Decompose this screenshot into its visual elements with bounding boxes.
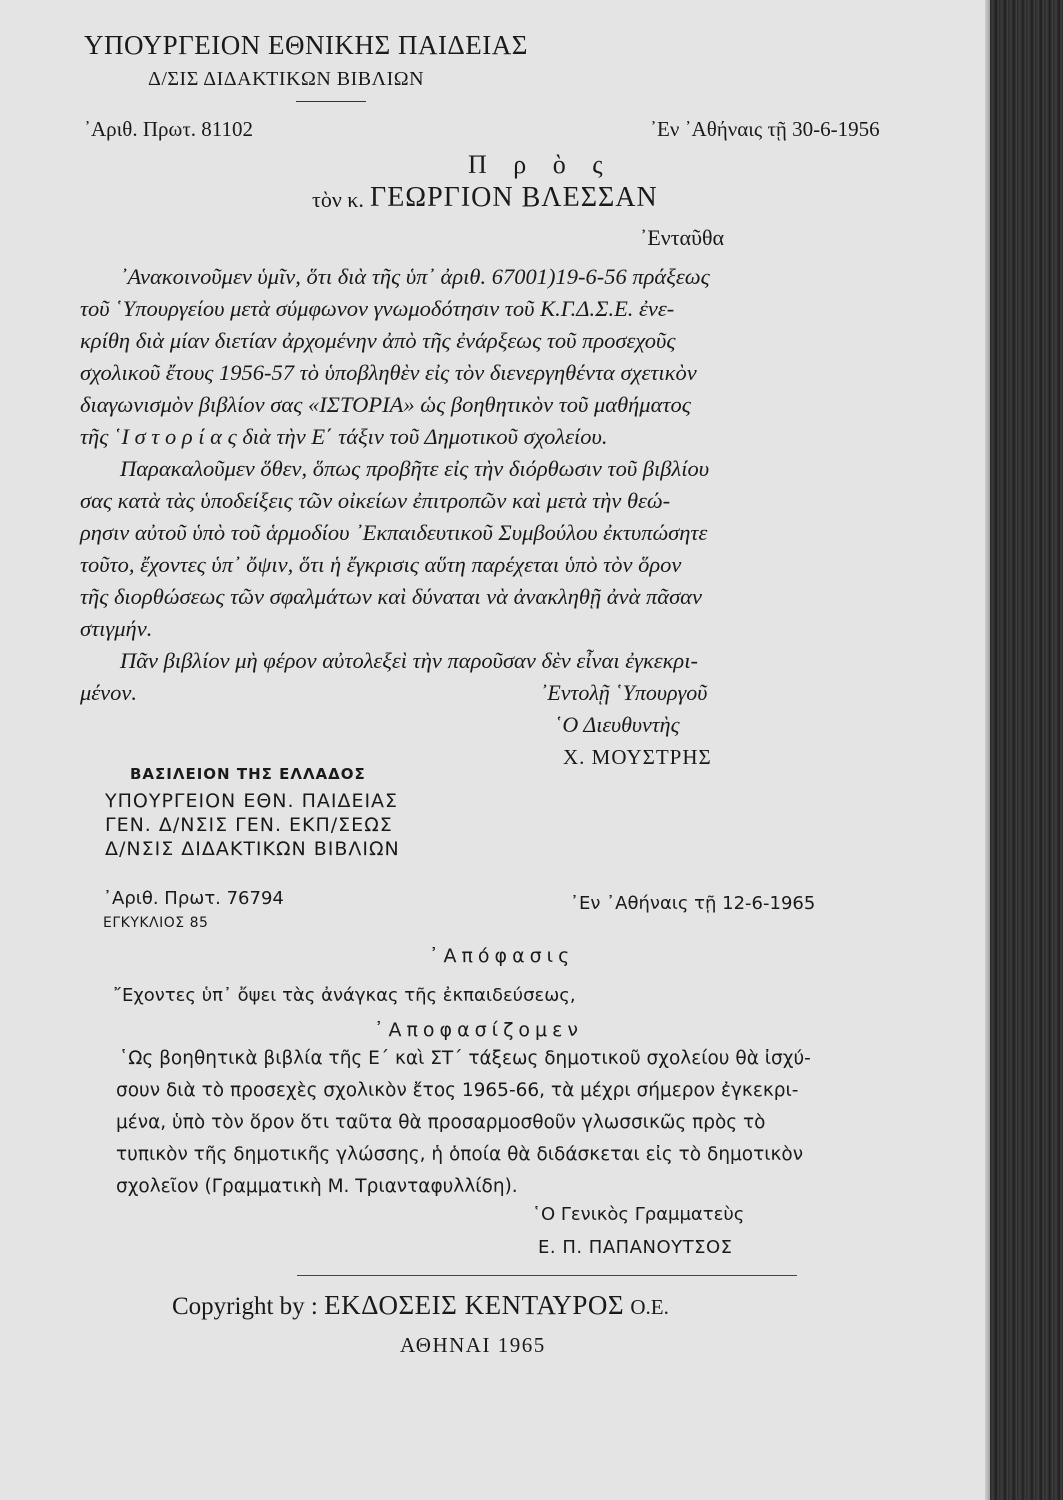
letter2-signature-name: Ε. Π. ΠΑΠΑΝΟΥΤΣΟΣ: [538, 1237, 733, 1258]
letter2-general-directorate-heading: ΓΕΝ. Δ/ΝΣΙΣ ΓΕΝ. ΕΚΠ/ΣΕΩΣ: [105, 814, 393, 836]
copyright-line: [172, 1290, 669, 1321]
letter1-directorate-heading: Δ/ΣΙΣ ΔΙΔΑΚΤΙΚΩΝ ΒΙΒΛΙΩΝ: [148, 68, 425, 90]
letter1-body-line: Πᾶν βιβλίον μὴ φέρον αὐτολεξεὶ τὴν παροῦσαν δὲν εἶναι ἐγκεκρι-: [120, 648, 698, 673]
letter1-body-line: κρίθη διὰ μίαν διετίαν ἀρχομένην ἀπὸ τῆς ἐνάρξεως τοῦ προσεχοῦς: [80, 328, 676, 353]
letter1-body-line: ᾿Ανακοινοῦμεν ὑμῖν, ὅτι διὰ τῆς ὑπ᾿ ἀριθ. 67001)19-6-56 πράξεως: [120, 264, 710, 289]
footer-rule: [297, 1275, 797, 1276]
letter1-body-line: ρησιν αὐτοῦ ὑπὸ τοῦ ἁρμοδίου ᾿Εκπαιδευτικοῦ Συμβούλου ἐκτυπώσητε: [80, 520, 708, 545]
letter1-date: ᾿Εν ᾿Αθήναις τῇ 30-6-1956: [650, 117, 880, 141]
letter2-body-line: σχολεῖον (Γραμματικὴ Μ. Τριανταφυλλίδη).: [116, 1176, 518, 1197]
letter2-considering: ῎Εχοντες ὑπ᾿ ὄψει τὰς ἀνάγκας τῆς ἐκπαιδεύσεως,: [113, 985, 576, 1006]
letter1-body-line: τοῦ ῾Υπουργείου μετὰ σύμφωνον γνωμοδότησιν τοῦ Κ.Γ.Δ.Σ.Ε. ἐνε-: [80, 296, 675, 321]
letter1-pros: Π ρ ὸ ς: [468, 150, 613, 179]
copyright-label: Copyright by :: [172, 1293, 318, 1320]
letter2-body-line: μένα, ὑπὸ τὸν ὅρον ὅτι ταῦτα θὰ προσαρμοσθοῦν γλωσσικῶς πρὸς τὸ: [116, 1112, 766, 1133]
letter1-body-line: τῆς διορθώσεως τῶν σφαλμάτων καὶ δύναται νὰ ἀνακληθῇ ἀνὰ πᾶσαν: [80, 584, 702, 609]
letter2-decision-title: ᾿Απόφασις: [429, 945, 575, 967]
book-spine: [990, 0, 1063, 1500]
letter2-kingdom-heading: ΒΑΣΙΛΕΙΟΝ ΤΗΣ ΕΛΛΑΔΟΣ: [130, 765, 366, 783]
letter1-signature-line1: ᾿Εντολῇ ῾Υπουργοῦ: [540, 680, 708, 705]
city-year: ΑΘΗΝΑΙ 1965: [400, 1333, 546, 1357]
publisher-name: ΕΚΔΟΣΕΙΣ ΚΕΝΤΑΥΡΟΣ: [324, 1290, 625, 1320]
letter1-body-line: τοῦτο, ἔχοντες ὑπ᾿ ὄψιν, ὅτι ἡ ἔγκρισις αὕτη παρέχεται ὑπὸ τὸν ὅρον: [80, 552, 682, 577]
letter1-body-line: στιγμήν.: [80, 616, 153, 641]
letter1-signature-name: Χ. ΜΟΥΣΤΡΗΣ: [563, 745, 712, 769]
letter2-directorate-heading: Δ/ΝΣΙΣ ΔΙΔΑΚΤΙΚΩΝ ΒΙΒΛΙΩΝ: [105, 838, 400, 860]
letter1-header-rule: [296, 101, 366, 102]
letter1-body-line: σχολικοῦ ἔτους 1956-57 τὸ ὑποβληθὲν εἰς τὸν διενεργηθέντα σχετικὸν: [80, 360, 697, 385]
letter2-signature-title: ῾Ο Γενικὸς Γραμματεὺς: [532, 1204, 745, 1225]
letter2-body-line: σουν διὰ τὸ προσεχὲς σχολικὸν ἔτος 1965-66, τὰ μέχρι σήμερον ἐγκεκρι-: [116, 1080, 799, 1101]
letter1-body-line: σας κατὰ τὰς ὑποδείξεις τῶν οἰκείων ἐπιτροπῶν καὶ μετὰ τὴν θεώ-: [80, 488, 671, 513]
letter1-signature-line2: ῾Ο Διευθυντὴς: [555, 712, 680, 737]
letter1-recipient-name: ΓΕΩΡΓΙΟΝ ΒΛΕΣΣΑΝ: [370, 182, 658, 213]
letter1-body-line: μένον.: [80, 680, 138, 705]
letter2-body-line: τυπικὸν τῆς δημοτικῆς γλώσσης, ἡ ὁποία θὰ διδάσκεται εἰς τὸ δημοτικὸν: [116, 1144, 804, 1165]
letter2-decide-heading: ᾿Αποφασίζομεν: [374, 1019, 584, 1041]
letter1-protocol-number: ᾿Αριθ. Πρωτ. 81102: [84, 117, 253, 141]
letter1-recipient-prefix: τὸν κ.: [312, 187, 364, 212]
letter2-circular-number: ΕΓΚΥΚΛΙΟΣ 85: [103, 915, 209, 931]
letter2-ministry-heading: ΥΠΟΥΡΓΕΙΟΝ ΕΘΝ. ΠΑΙΔΕΙΑΣ: [105, 790, 399, 812]
letter1-body-line: Παρακαλοῦμεν ὅθεν, ὅπως προβῆτε εἰς τὴν διόρθωσιν τοῦ βιβλίου: [120, 456, 710, 481]
letter1-place: ᾿Ενταῦθα: [640, 225, 725, 250]
letter2-protocol-number: ᾿Αριθ. Πρωτ. 76794: [103, 888, 284, 909]
letter1-body-line: τῆς ῾Ι σ τ ο ρ ί α ς διὰ τὴν Ε΄ τάξιν τοῦ Δημοτικοῦ σχολείου.: [80, 424, 608, 449]
letter1-body-line: διαγωνισμὸν βιβλίον σας «ΙΣΤΟΡΙΑ» ὡς βοηθητικὸν τοῦ μαθήματος: [80, 392, 691, 417]
letter2-date: ᾿Εν ᾿Αθήναις τῇ 12-6-1965: [570, 893, 816, 914]
letter2-body-line: ῾Ως βοηθητικὰ βιβλία τῆς Ε΄ καὶ ΣΤ΄ τάξεως δημοτικοῦ σχολείου θὰ ἰσχύ-: [119, 1048, 811, 1069]
company-form: Ο.Ε.: [630, 1295, 669, 1319]
letter1-ministry-heading: ΥΠΟΥΡΓΕΙΟΝ ΕΘΝΙΚΗΣ ΠΑΙΔΕΙΑΣ: [84, 30, 528, 60]
